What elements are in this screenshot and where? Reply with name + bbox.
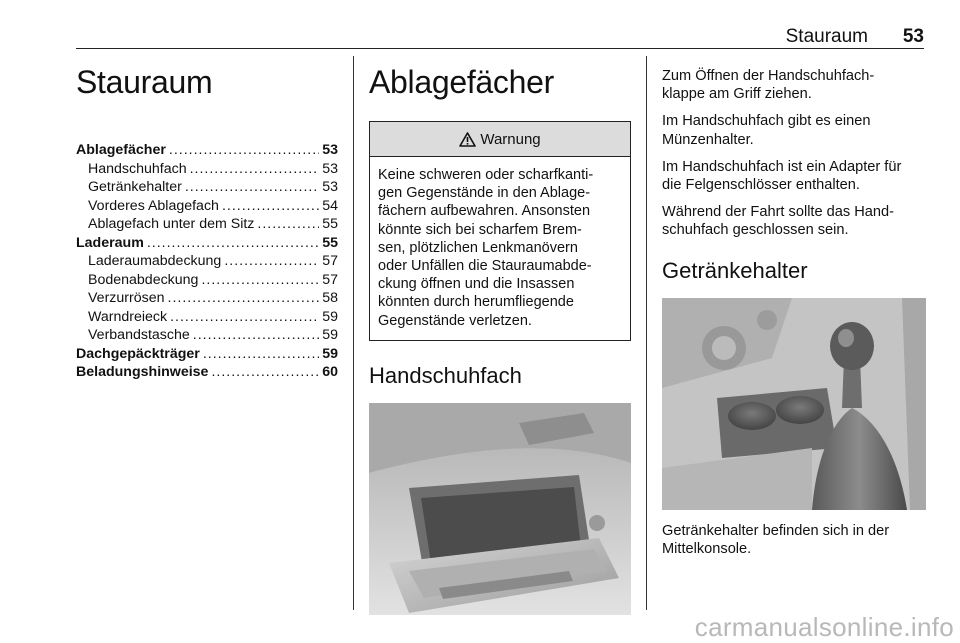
column-divider-right (646, 56, 647, 610)
content-column-middle (369, 60, 631, 615)
toc-leader-dots (211, 363, 319, 382)
toc-entry[interactable] (76, 363, 338, 382)
toc-leader-dots (224, 252, 319, 271)
toc-entry[interactable] (76, 289, 338, 308)
warning-heading: Warnung (480, 130, 541, 148)
warning-line: Keine schweren oder scharfkanti- (378, 167, 594, 183)
warning-line: ckung öffnen und die Insassen (378, 276, 575, 293)
paragraph-line: Während der Fahrt sollte das Hand- (662, 204, 894, 221)
toc-entry-page: 53 (322, 179, 338, 195)
toc-entry-label: Warndreieck (88, 308, 168, 325)
subsection-title-handschuhfach: Handschuhfach (369, 362, 522, 388)
toc-entry-label: Laderaumabdeckung (88, 253, 222, 269)
caption-line: Mittelkonsole. (662, 540, 752, 557)
toc-leader-dots (201, 271, 319, 290)
toc-leader-dots (193, 326, 319, 345)
toc-entry-page: 55 (322, 234, 338, 251)
toc-leader-dots (170, 308, 319, 327)
paragraph-line: die Felgenschlösser enthalten. (662, 177, 860, 194)
toc-leader-dots (169, 141, 319, 160)
warning-line: könnten durch herumfliegende (378, 294, 574, 311)
toc-leader-dots (222, 197, 319, 216)
toc-entry-page: 60 (322, 364, 338, 380)
toc-leader-dots (203, 345, 319, 364)
toc-column (76, 60, 338, 382)
toc-leader-dots (168, 289, 320, 308)
column-divider-left (353, 56, 354, 610)
warning-triangle-icon (459, 132, 476, 147)
toc-entry[interactable] (76, 308, 338, 327)
toc-leader-dots (257, 215, 319, 234)
paragraph-line: klappe am Griff ziehen. (662, 86, 812, 103)
cupholder-illustration (662, 298, 926, 510)
toc-entry[interactable] (76, 215, 338, 234)
toc-entry-page: 53 (322, 160, 338, 177)
toc-entry-page: 59 (322, 345, 338, 362)
toc-entry-page: 58 (322, 290, 338, 306)
toc-entry[interactable] (76, 178, 338, 197)
toc-entry-label: Ablagefach unter dem Sitz (88, 216, 255, 232)
toc-entry[interactable] (76, 197, 338, 216)
cupholder-caption (662, 522, 926, 558)
toc-entry-label: Bodenabdeckung (88, 271, 199, 288)
toc-entry-label: Beladungshinweise (76, 364, 209, 380)
paragraph (662, 112, 926, 148)
table-of-contents (76, 141, 338, 382)
toc-leader-dots (190, 160, 320, 179)
caption-line: Getränkehalter befinden sich in der (662, 522, 890, 539)
paragraph (662, 158, 926, 194)
toc-entry[interactable] (76, 345, 338, 364)
toc-entry-page: 55 (322, 216, 338, 232)
warning-box (369, 121, 631, 341)
toc-entry-page: 53 (322, 142, 338, 158)
toc-entry-page: 59 (322, 308, 338, 325)
toc-entry-label: Handschuhfach (88, 160, 187, 177)
toc-entry[interactable] (76, 252, 338, 271)
glovebox-instructions (662, 67, 926, 240)
toc-entry-label: Verbandstasche (88, 327, 190, 343)
watermark: carmanualsonline.info (694, 612, 954, 642)
warning-line: fächern aufbewahren. Ansonsten (378, 203, 591, 220)
toc-entry-label: Laderaum (76, 234, 144, 251)
paragraph (662, 67, 926, 103)
warning-line: gen Gegenstände in den Ablage- (378, 185, 591, 202)
toc-entry[interactable] (76, 271, 338, 290)
toc-entry-label: Getränkehalter (88, 179, 182, 195)
warning-line: könnte sich bei scharfem Brem- (378, 221, 582, 238)
content-column-right (662, 60, 926, 558)
toc-entry-label: Ablagefächer (76, 142, 166, 158)
paragraph-line: Münzenhalter. (662, 131, 754, 148)
toc-leader-dots (147, 234, 319, 253)
paragraph-line: Zum Öffnen der Handschuhfach- (662, 68, 875, 84)
toc-entry-page: 57 (322, 271, 338, 288)
warning-line: Gegenstände verletzen. (378, 312, 532, 329)
subsection-title-getraenkehalter: Getränkehalter (662, 257, 808, 283)
toc-entry[interactable] (76, 326, 338, 345)
toc-entry[interactable] (76, 160, 338, 179)
toc-entry[interactable] (76, 234, 338, 253)
toc-entry-page: 57 (322, 253, 338, 269)
toc-entry[interactable] (76, 141, 338, 160)
toc-leader-dots (185, 178, 319, 197)
toc-entry-label: Dachgepäckträger (76, 345, 200, 362)
warning-line: oder Unfällen die Stauraumabde- (378, 258, 592, 275)
header-title: Stauraum (785, 26, 868, 47)
warning-line: sen, plötzlichen Lenkmanövern (378, 239, 578, 256)
paragraph-line: Im Handschuhfach ist ein Adapter für (662, 158, 902, 175)
running-header (76, 26, 924, 49)
section-title: Ablagefächer (369, 64, 554, 100)
toc-entry-label: Vorderes Ablagefach (88, 197, 219, 214)
header-page-number: 53 (902, 26, 924, 47)
toc-entry-page: 59 (322, 327, 338, 343)
glovebox-illustration (369, 403, 631, 615)
toc-entry-page: 54 (322, 197, 338, 214)
chapter-title: Stauraum (76, 64, 213, 100)
warning-header (370, 122, 630, 157)
paragraph-line: Im Handschuhfach gibt es einen (662, 113, 871, 130)
toc-entry-label: Verzurrösen (88, 290, 165, 306)
warning-text (370, 157, 630, 340)
paragraph-line: schuhfach geschlossen sein. (662, 222, 849, 239)
paragraph (662, 203, 926, 239)
